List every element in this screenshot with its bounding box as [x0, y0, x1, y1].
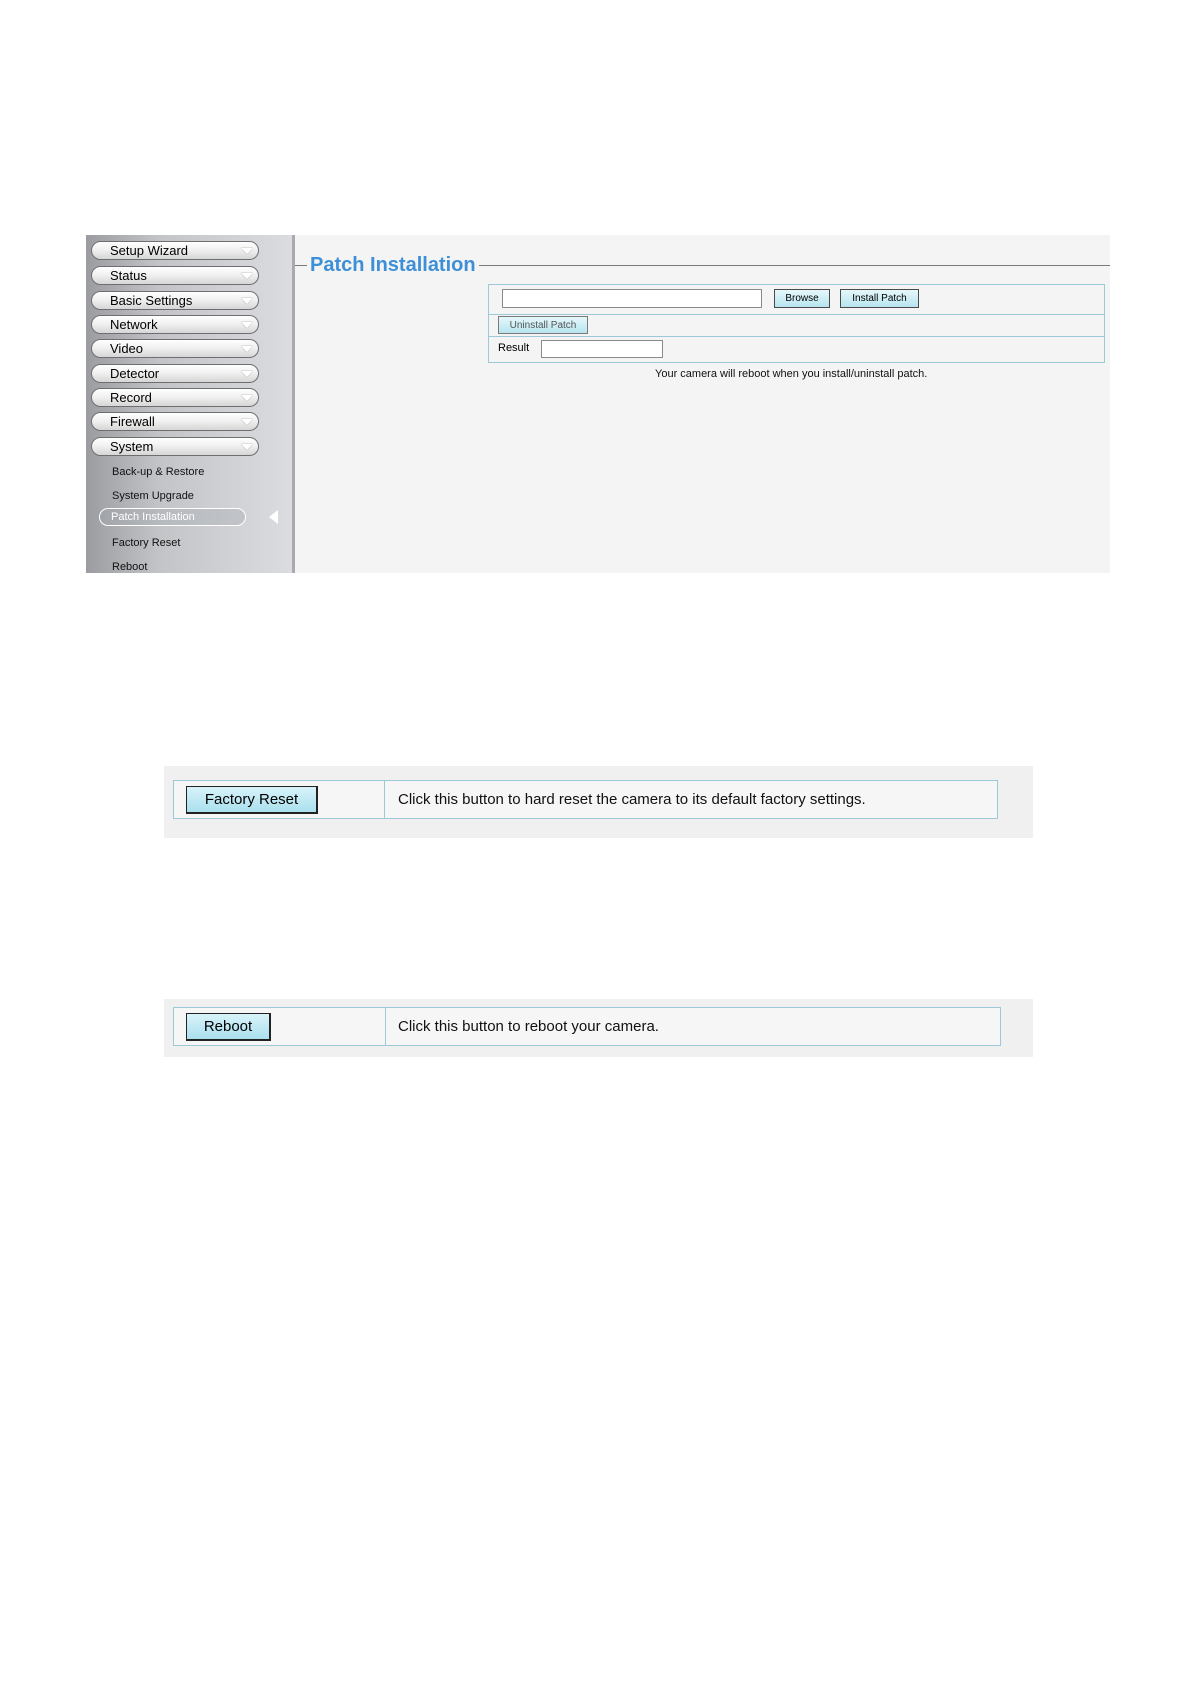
menu-setup-wizard[interactable]	[91, 241, 259, 260]
uninstall-row	[489, 314, 1104, 336]
factory-reset-panel	[164, 766, 1033, 838]
menu-firewall[interactable]	[91, 412, 259, 431]
sidebar	[86, 235, 295, 573]
result-field[interactable]	[541, 340, 663, 358]
menu-label: Firewall	[110, 414, 155, 429]
factory-reset-button[interactable]: Factory Reset	[186, 786, 318, 814]
menu-status[interactable]	[91, 266, 259, 285]
patch-form	[488, 284, 1105, 363]
submenu-reboot[interactable]: Reboot	[112, 561, 148, 573]
menu-label: Status	[110, 268, 147, 283]
reboot-button[interactable]: Reboot	[186, 1013, 271, 1041]
menu-label: Record	[110, 390, 152, 405]
reboot-description: Click this button to reboot your camera.	[398, 1018, 659, 1035]
chevron-down-icon	[241, 248, 253, 254]
menu-detector[interactable]	[91, 364, 259, 383]
reboot-panel	[164, 999, 1033, 1057]
menu-video[interactable]	[91, 339, 259, 358]
chevron-down-icon	[241, 444, 253, 450]
page-title: Patch Installation	[307, 253, 479, 277]
menu-label: Setup Wizard	[110, 243, 189, 258]
menu-label: Video	[110, 341, 144, 356]
patch-file-input[interactable]	[502, 289, 762, 308]
camera-web-ui	[86, 235, 1110, 573]
cell-divider	[385, 1008, 386, 1045]
factory-reset-description: Click this button to hard reset the camera to its default factory settings.	[398, 791, 866, 808]
menu-basic-settings[interactable]	[91, 291, 259, 310]
submenu-patch-installation[interactable]: Patch Installation	[99, 508, 246, 526]
uninstall-patch-button[interactable]: Uninstall Patch	[498, 316, 588, 334]
active-pointer-icon	[269, 510, 278, 524]
chevron-down-icon	[241, 419, 253, 425]
menu-label: Network	[110, 317, 158, 332]
chevron-down-icon	[241, 322, 253, 328]
result-label: Result	[498, 342, 530, 354]
menu-system[interactable]	[91, 437, 259, 456]
menu-label: Detector	[110, 366, 160, 381]
menu-label: Basic Settings	[110, 293, 193, 308]
chevron-down-icon	[241, 371, 253, 377]
chevron-down-icon	[241, 395, 253, 401]
submenu-factory-reset[interactable]: Factory Reset	[112, 537, 181, 549]
browse-button[interactable]: Browse	[774, 289, 830, 308]
menu-record[interactable]	[91, 388, 259, 407]
chevron-down-icon	[241, 298, 253, 304]
result-row	[489, 336, 1104, 363]
submenu-system-upgrade[interactable]: System Upgrade	[112, 490, 194, 502]
main-content	[295, 235, 1110, 573]
cell-divider	[384, 781, 385, 818]
chevron-down-icon	[241, 273, 253, 279]
menu-label: System	[110, 439, 154, 454]
reboot-row	[173, 1007, 1001, 1046]
chevron-down-icon	[241, 346, 253, 352]
submenu-backup-restore[interactable]: Back-up & Restore	[112, 466, 205, 478]
install-patch-button[interactable]: Install Patch	[840, 289, 919, 308]
menu-network[interactable]	[91, 315, 259, 334]
reboot-note: Your camera will reboot when you install/uninstall patch.	[655, 368, 928, 380]
factory-reset-row	[173, 780, 998, 819]
